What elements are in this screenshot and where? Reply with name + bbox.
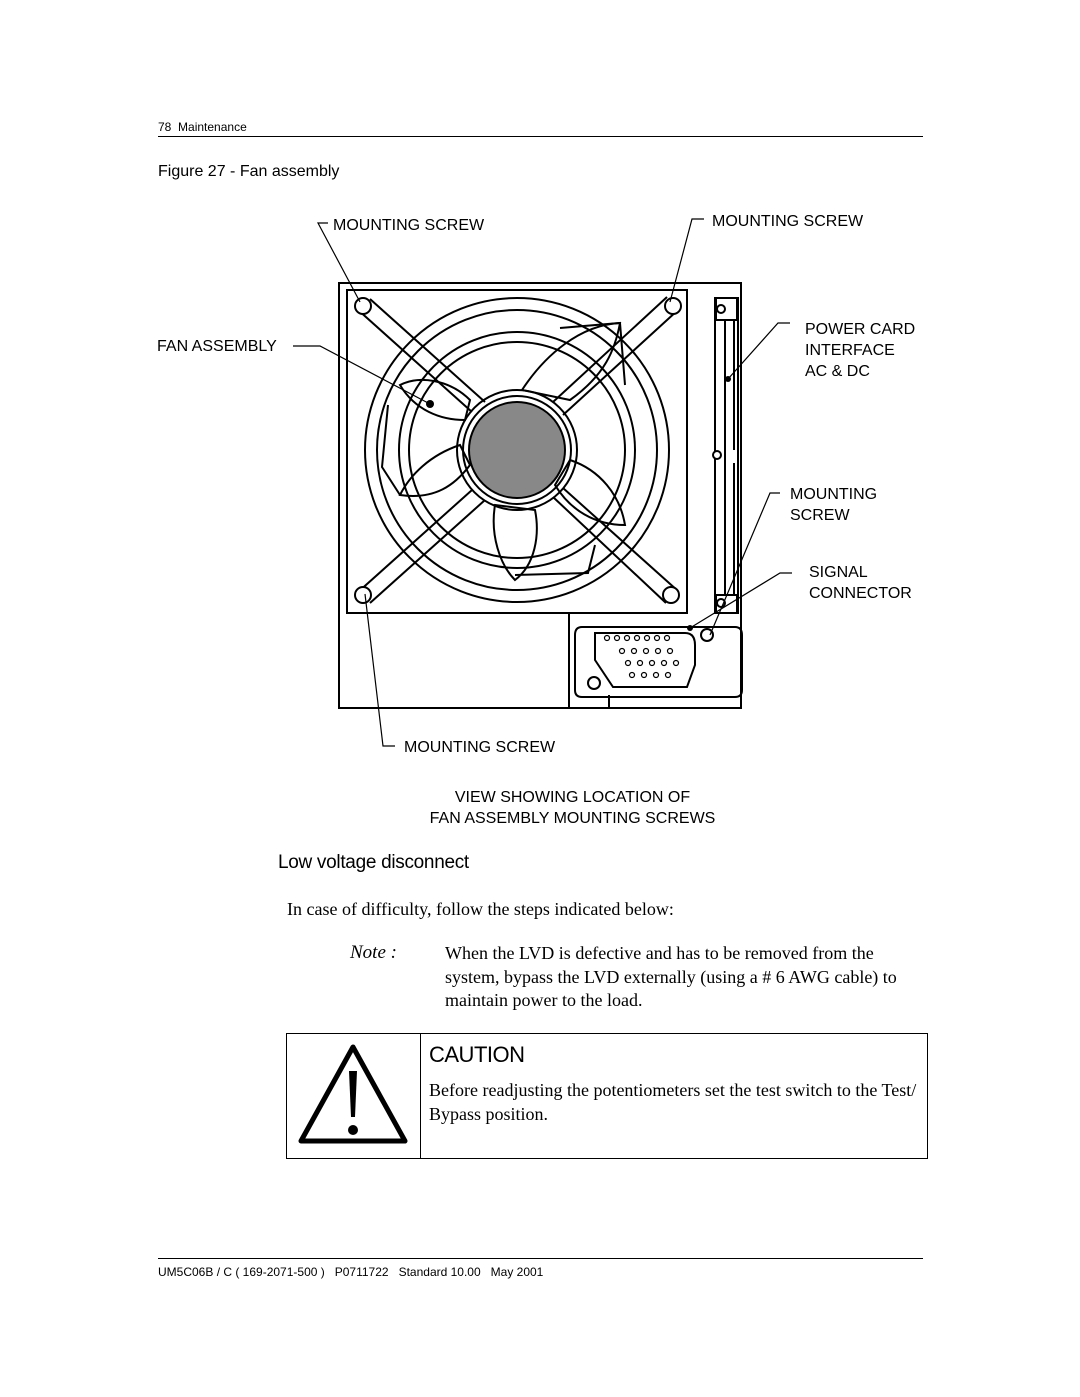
connector-pins — [605, 636, 679, 678]
caution-title: CAUTION — [429, 1042, 525, 1067]
signal-connector-body — [595, 633, 695, 687]
page-header — [158, 120, 247, 134]
label-fan-assembly: FAN ASSEMBLY — [157, 338, 277, 355]
section-title: Low voltage disconnect — [278, 852, 469, 873]
figure-subcaption-line1: VIEW SHOWING LOCATION OF — [454, 789, 691, 806]
header-section: Maintenance — [178, 120, 247, 134]
label-signal-connector-line2: CONNECTOR — [809, 585, 912, 602]
label-power-card-line3: AC & DC — [805, 363, 870, 380]
label-power-card-line1: POWER CARD — [805, 321, 916, 338]
caution-text: Before readjusting the potentiometers set the test switch to the Test/ Bypass position. — [429, 1080, 917, 1124]
fan-hub — [469, 402, 565, 498]
label-power-card-line2: INTERFACE — [805, 342, 895, 359]
figure-subcaption-line2: FAN ASSEMBLY MOUNTING SCREWS — [429, 810, 716, 827]
caution-divider — [420, 1034, 421, 1158]
figure-caption: Figure 27 - Fan assembly — [158, 163, 340, 180]
note-label: Note : — [350, 942, 397, 963]
warning-triangle-icon — [295, 1041, 411, 1149]
fan-assembly-figure — [150, 205, 930, 835]
caution-box — [286, 1033, 928, 1159]
header-rule — [158, 136, 923, 137]
intro-text: In case of difficulty, follow the steps indicated below: — [287, 899, 674, 919]
label-mounting-screw-top-right: MOUNTING SCREW — [712, 213, 864, 230]
label-mounting-screw-right-line2: SCREW — [790, 507, 850, 524]
label-mounting-screw-top-left: MOUNTING SCREW — [333, 217, 485, 234]
note-text: When the LVD is defective and has to be removed from the system, bypass the LVD externally (using a # 6 AWG cable) to maintain power to the load. — [445, 943, 897, 1010]
label-signal-connector-line1: SIGNAL — [809, 564, 868, 581]
footer-text: UM5C06B / C ( 169-2071-500 ) P0711722 Standard 10.00 May 2001 — [158, 1265, 544, 1279]
label-mounting-screw-bottom: MOUNTING SCREW — [404, 739, 556, 756]
footer-rule — [158, 1258, 923, 1259]
page-number: 78 — [158, 120, 172, 134]
label-mounting-screw-right-line1: MOUNTING — [790, 486, 878, 503]
